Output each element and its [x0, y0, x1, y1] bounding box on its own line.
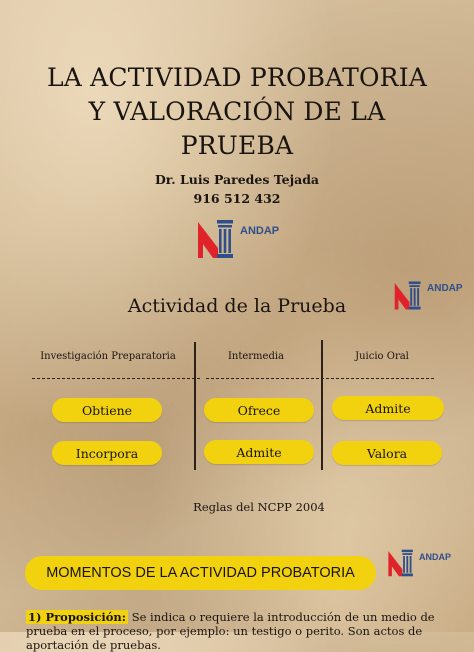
andap-logo-text: ANDAP	[240, 225, 280, 237]
andap-logo-secondary	[393, 280, 463, 311]
divider-dashed-left	[32, 378, 200, 379]
column-header-juicio-oral: Juicio Oral	[355, 351, 409, 362]
cover-title-line-1: LA ACTIVIDAD PROBATORIA	[46, 62, 428, 92]
andap-logo-text: ANDAP	[427, 283, 463, 294]
pill-incorpora: Incorpora	[52, 441, 162, 465]
cover-title-line-3: PRUEBA	[180, 130, 294, 160]
pill-admite-intermedia: Admite	[204, 440, 314, 464]
pill-obtiene: Obtiene	[52, 398, 162, 422]
author-name: Dr. Luis Paredes Tejada	[154, 172, 320, 187]
author-phone: 916 512 432	[193, 191, 281, 206]
divider-dashed-right	[206, 378, 434, 379]
column-separator-2	[321, 340, 323, 470]
pill-ofrece: Ofrece	[204, 398, 314, 422]
cover-title	[0, 61, 474, 163]
andap-logo	[196, 218, 279, 260]
column-separator-1	[194, 342, 196, 470]
pill-valora: Valora	[332, 441, 442, 465]
andap-logo-tertiary	[387, 548, 451, 578]
moment-proposicion-label: 1) Proposición:	[28, 610, 127, 624]
activity-title: Actividad de la Prueba	[127, 295, 347, 317]
column-header-investigacion: Investigación Preparatoria	[40, 351, 176, 362]
moments-banner: MOMENTOS DE LA ACTIVIDAD PROBATORIA	[25, 556, 376, 590]
author-block	[0, 170, 474, 208]
column-header-intermedia: Intermedia	[227, 351, 285, 362]
andap-logo-text: ANDAP	[419, 552, 452, 562]
andap-logo-icon	[393, 280, 423, 311]
moment-proposicion-text: Se indica o requiere la introducción de un medio de prueba en el proceso, por ejemplo: un testigo o perito. Son actos de aportación de pruebas.	[26, 610, 435, 652]
rules-caption: Reglas del NCPP 2004	[193, 500, 325, 514]
pill-admite-juicio: Admite	[332, 396, 444, 420]
andap-logo-icon	[196, 218, 236, 260]
moment-proposicion	[26, 610, 456, 652]
cover-title-line-2: Y VALORACIÓN DE LA	[88, 96, 386, 126]
andap-logo-icon	[387, 548, 415, 578]
